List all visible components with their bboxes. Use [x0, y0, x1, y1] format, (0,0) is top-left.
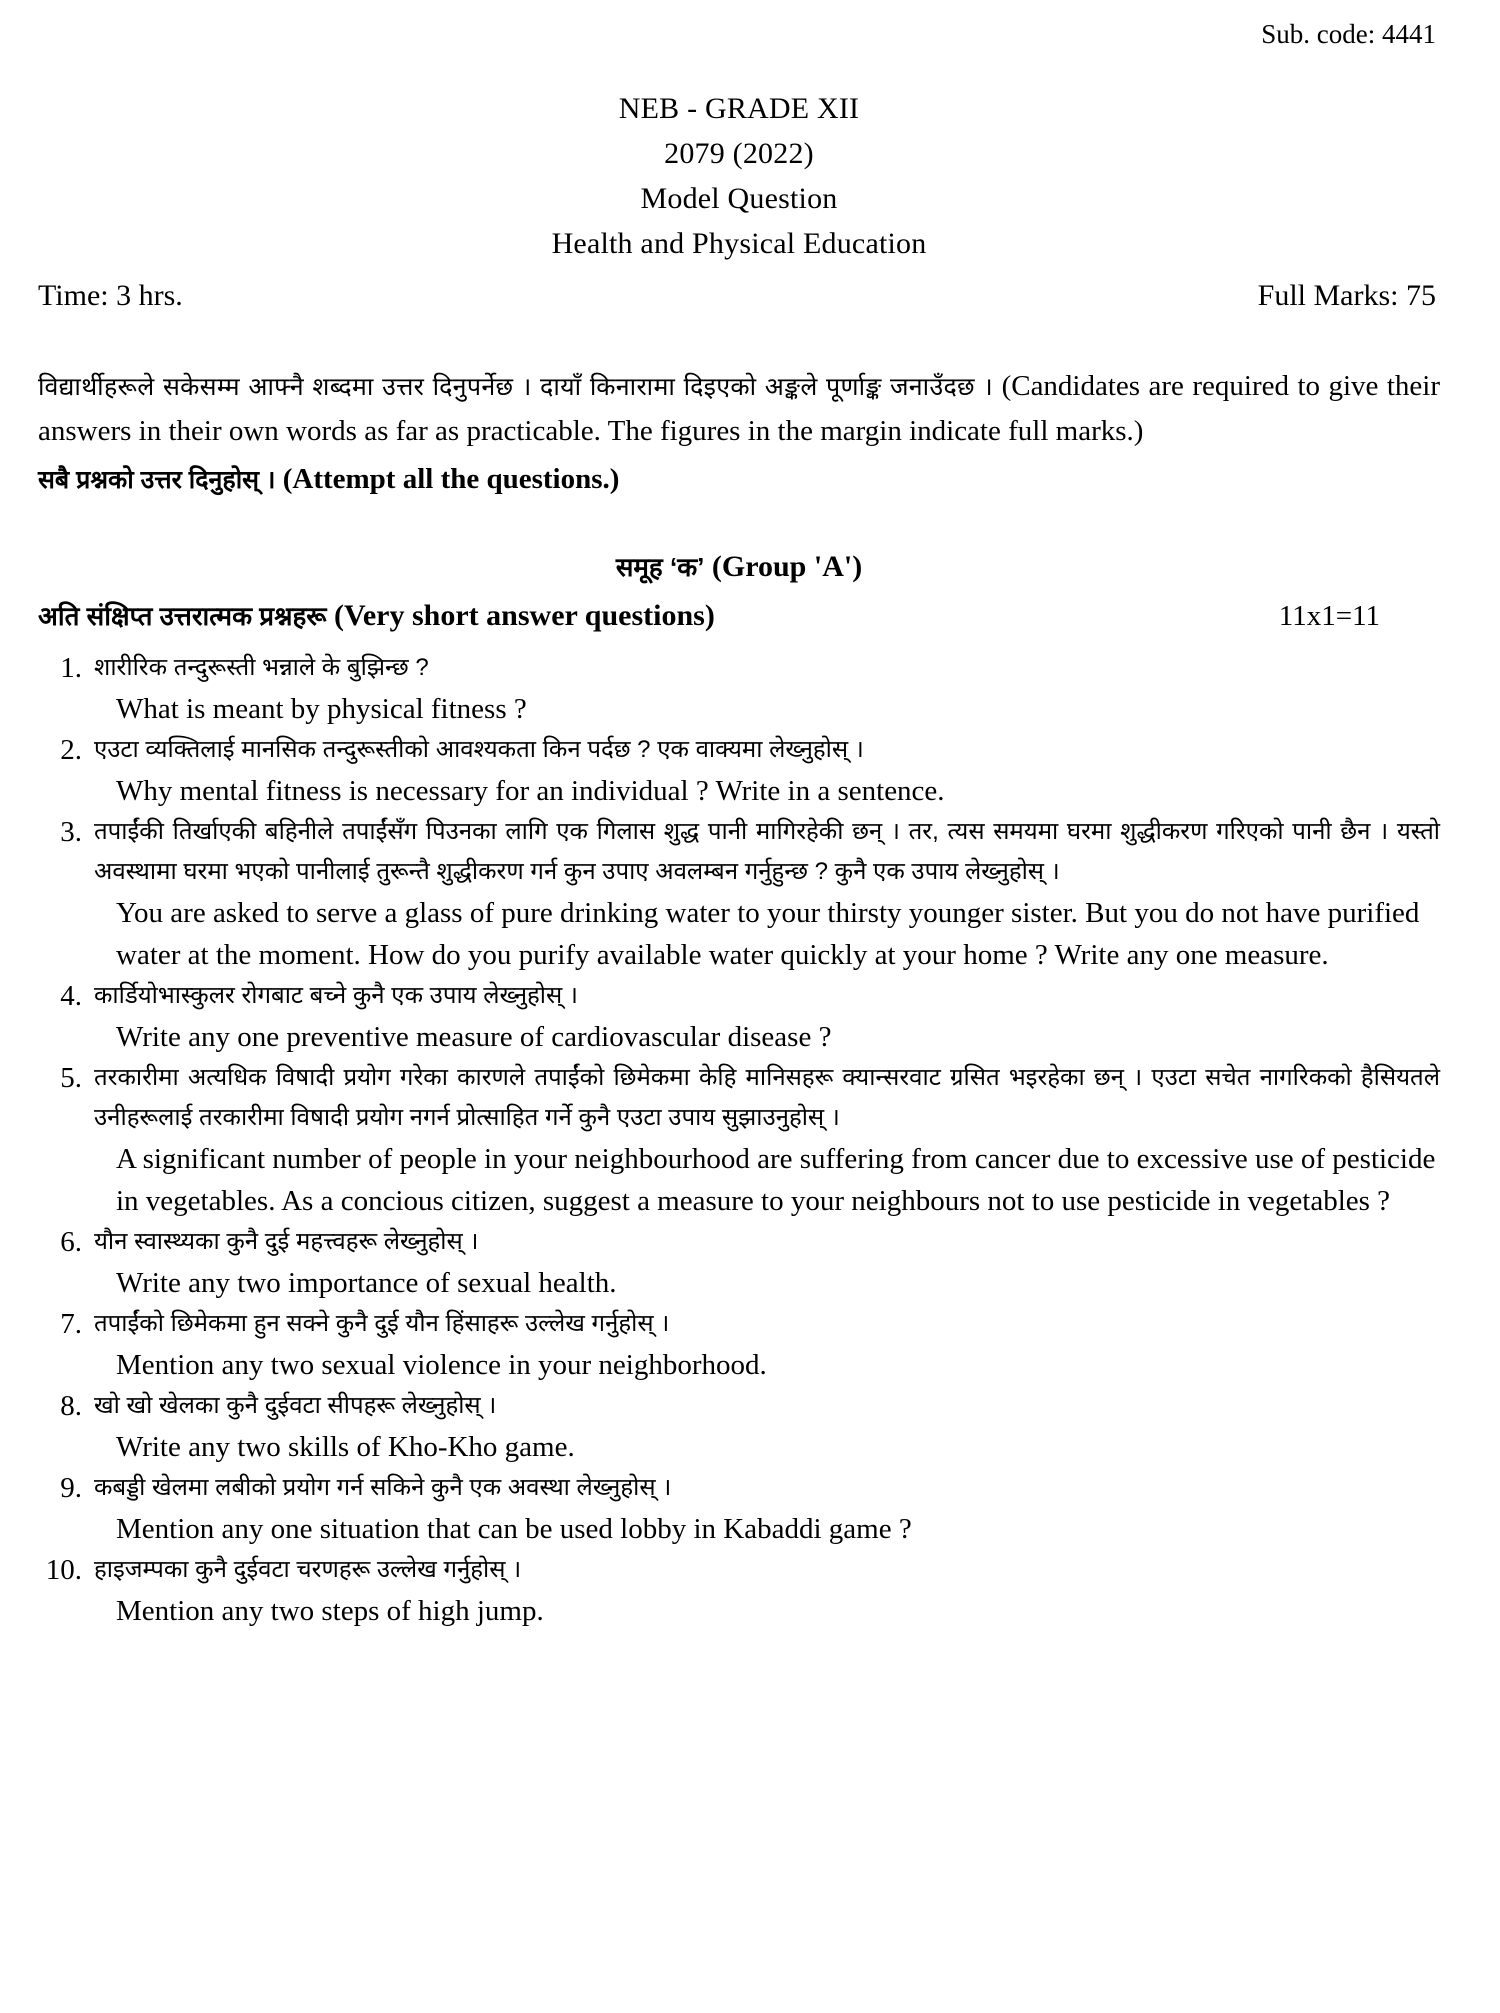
question-item: [38, 730, 1440, 812]
question-text-nepali: कार्डियोभास्कुलर रोगबाट बच्ने कुनै एक उपाय लेख्नुहोस् ।: [94, 982, 579, 1010]
question-body: [94, 1386, 1440, 1468]
question-item: [38, 1550, 1440, 1632]
question-text-nepali: एउटा व्यक्तिलाई मानसिक तन्दुरूस्तीको आवश्यकता किन पर्दछ ? एक वाक्यमा लेख्नुहोस् ।: [94, 736, 864, 764]
question-number: 9.: [60, 1472, 82, 1505]
question-item: [38, 812, 1440, 976]
question-text-english: Mention any two sexual violence in your neighborhood.: [116, 1349, 767, 1382]
question-text-nepali: तपाईंको छिमेकमा हुन सक्ने कुनै दुई यौन हिंसाहरू उल्लेख गर्नुहोस् ।: [94, 1310, 670, 1338]
question-number: 10.: [45, 1554, 82, 1587]
question-item: [38, 1386, 1440, 1468]
question-number: 1.: [60, 652, 82, 685]
question-body: [94, 976, 1440, 1058]
question-text-nepali: कबड्डी खेलमा लबीको प्रयोग गर्न सकिने कुनै एक अवस्था लेख्नुहोस् ।: [94, 1474, 672, 1502]
question-text-english: Write any two skills of Kho-Kho game.: [116, 1431, 575, 1464]
title-block: [38, 86, 1440, 266]
section-heading-nepali: अति संक्षिप्त उत्तरात्मक प्रश्नहरू: [38, 601, 327, 632]
board-name: NEB - GRADE XII: [618, 92, 860, 126]
subject-code: Sub. code: 4441: [1261, 19, 1436, 49]
question-number: 6.: [60, 1226, 82, 1259]
question-number: 5.: [60, 1062, 82, 1095]
question-item: [38, 648, 1440, 730]
question-text-nepali: यौन स्वास्थ्यका कुनै दुई महत्त्वहरू लेख्नुहोस् ।: [94, 1228, 479, 1256]
question-text-english: Write any one preventive measure of cardiovascular disease ?: [116, 1021, 832, 1054]
question-text-nepali: तरकारीमा अत्यधिक विषादी प्रयोग गरेका कारणले तपाईंको छिमेकमा केहि मानिसहरू क्यान्सरवाट ग्रसित भइरहेका छन् । एउटा सचेत नागरिकको हैसियतले उनीहरूलाई तरकारीमा विषादी प्रयोग नगर्न प्रोत्साहित गर्ने कुनै एउटा उपाय सुझाउनुहोस् ।: [94, 1064, 1440, 1132]
attempt-all-instruction: [38, 457, 1440, 502]
question-text-english: Why mental fitness is necessary for an individual ? Write in a sentence.: [116, 775, 945, 808]
question-item: [38, 1304, 1440, 1386]
section-heading-english: (Very short answer questions): [333, 599, 715, 633]
question-body: [94, 1550, 1440, 1632]
question-body: [94, 1468, 1440, 1550]
instructions-nepali: विद्यार्थीहरूले सकेसम्म आफ्नै शब्दमा उत्तर दिनुपर्नेछ । दायाँ किनारामा दिइएको अङ्कले पूर्णाङ्क जनाउँदछ ।: [38, 373, 994, 402]
question-body: [94, 812, 1440, 976]
exam-meta-row: [38, 274, 1440, 318]
question-body: [94, 1058, 1440, 1222]
question-text-nepali: शारीरिक तन्दुरूस्ती भन्नाले के बुझिन्छ ?: [94, 654, 429, 682]
section-heading-row: [38, 594, 1440, 638]
question-number: 7.: [60, 1308, 82, 1341]
question-list: [38, 648, 1440, 1632]
question-body: [94, 1222, 1440, 1304]
question-text-english: You are asked to serve a glass of pure drinking water to your thirsty younger sister. But you do not have purified water at the moment. How do you purify available water quickly at your home ? Write any one measure.: [116, 897, 1420, 972]
group-a-heading-nepali: समूह ‘क’: [615, 552, 705, 583]
question-text-english: A significant number of people in your neighbourhood are suffering from cancer due to excessive use of pesticide in vegetables. As a concious citizen, suggest a measure to your neighbours not to use pesticide in vegetables ?: [116, 1143, 1436, 1218]
question-item: [38, 1058, 1440, 1222]
question-item: [38, 1468, 1440, 1550]
group-a-heading: [38, 546, 1440, 588]
paper-type: Model Question: [640, 182, 838, 216]
question-body: [94, 730, 1440, 812]
section-heading: [38, 594, 715, 638]
question-number: 2.: [60, 734, 82, 767]
question-text-nepali: हाइजम्पका कुनै दुईवटा चरणहरू उल्लेख गर्नुहोस् ।: [94, 1556, 522, 1584]
question-text-english: Mention any one situation that can be used lobby in Kabaddi game ?: [116, 1513, 912, 1546]
group-a-heading-english: (Group 'A'): [711, 550, 863, 584]
attempt-english: (Attempt all the questions.): [282, 463, 620, 496]
exam-year: 2079 (2022): [664, 137, 814, 171]
section-marks: 11x1=11: [1278, 600, 1380, 633]
question-text-english: What is meant by physical fitness ?: [116, 693, 527, 726]
question-number: 3.: [60, 816, 82, 849]
instructions-paragraph: [38, 364, 1440, 453]
question-text-english: Write any two importance of sexual health.: [116, 1267, 617, 1300]
time-allowed: Time: 3 hrs.: [38, 279, 183, 313]
question-number: 4.: [60, 980, 82, 1013]
question-item: [38, 976, 1440, 1058]
subject-name: Health and Physical Education: [551, 227, 927, 261]
attempt-nepali: सबै प्रश्नको उत्तर दिनुहोस् ।: [38, 466, 276, 495]
question-body: [94, 1304, 1440, 1386]
question-item: [38, 1222, 1440, 1304]
question-body: [94, 648, 1440, 730]
question-text-nepali: तपाईंकी तिर्खाएकी बहिनीले तपाईंसँग पिउनका लागि एक गिलास शुद्ध पानी मागिरहेकी छन् । तर, त्यस समयमा घरमा शुद्धीकरण गरिएको पानी छैन । यस्तो अवस्थामा घरमा भएको पानीलाई तुरून्तै शुद्धीकरण गर्न कुन उपाए अवलम्बन गर्नुहुन्छ ? कुनै एक उपाय लेख्नुहोस् ।: [94, 818, 1440, 886]
instructions-english: (Candidates are required to give their answers in their own words as far as practicable. The figures in the margin indicate full marks.): [38, 370, 1441, 448]
question-number: 8.: [60, 1390, 82, 1423]
question-text-english: Mention any two steps of high jump.: [116, 1595, 544, 1628]
question-text-nepali: खो खो खेलका कुनै दुईवटा सीपहरू लेख्नुहोस् ।: [94, 1392, 497, 1420]
full-marks: Full Marks: 75: [1257, 279, 1436, 313]
